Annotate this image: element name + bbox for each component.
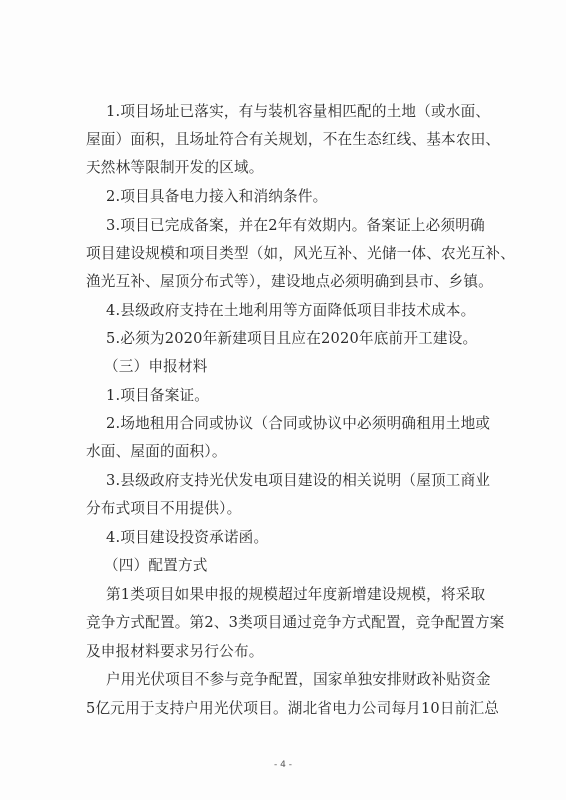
- text-line: 1.项目场址已落实，有与装机容量相匹配的土地（或水面、: [106, 103, 491, 120]
- text-line: 3.县级政府支持光伏发电项目建设的相关说明（屋顶工商业: [106, 472, 491, 489]
- text-line: 1.项目备案证。: [106, 387, 210, 404]
- text-line: 2.项目具备电力接入和消纳条件。: [106, 188, 328, 205]
- text-line: 5.必须为2020年新建项目且应在2020年底前开工建设。: [106, 330, 478, 347]
- text-line: 竞争方式配置。第2、3类项目通过竞争方式配置，竞争配置方案: [86, 614, 505, 631]
- text-line: 及申报材料要求另行公布。: [86, 643, 264, 660]
- text-line: 3.项目已完成备案，并在2年有效期内。备案证上必须明确: [106, 217, 485, 234]
- text-line: 4.项目建设投资承诺函。: [106, 529, 269, 546]
- text-line: 第1类项目如果申报的规模超过年度新增建设规模，将采取: [106, 586, 486, 603]
- text-line: 5亿元用于支持户用光伏项目。湖北省电力公司每月10日前汇总: [86, 700, 500, 717]
- text-line: 水面、屋面的面积）。: [86, 443, 227, 460]
- text-line: 屋面）面积，且场址符合有关规划，不在生态红线、基本农田、: [86, 131, 501, 148]
- text-line: 户用光伏项目不参与竞争配置，国家单独安排财政补贴资金: [106, 671, 491, 688]
- section-heading: （三）申报材料: [104, 358, 208, 375]
- text-line: 2.场地租用合同或协议（合同或协议中必须明确租用土地或: [106, 415, 491, 432]
- text-line: 天然林等限制开发的区域。: [86, 159, 264, 176]
- page-number: - 4 -: [274, 760, 292, 770]
- text-line: 渔光互补、屋顶分布式等），建设地点必须明确到县市、乡镇。: [86, 273, 493, 290]
- text-line: 分布式项目不用提供）。: [86, 500, 242, 517]
- text-line: 4.县级政府支持在土地利用等方面降低项目非技术成本。: [106, 302, 476, 319]
- section-heading: （四）配置方式: [104, 557, 208, 574]
- text-line: 项目建设规模和项目类型（如，风光互补、光储一体、农光互补、: [86, 245, 516, 262]
